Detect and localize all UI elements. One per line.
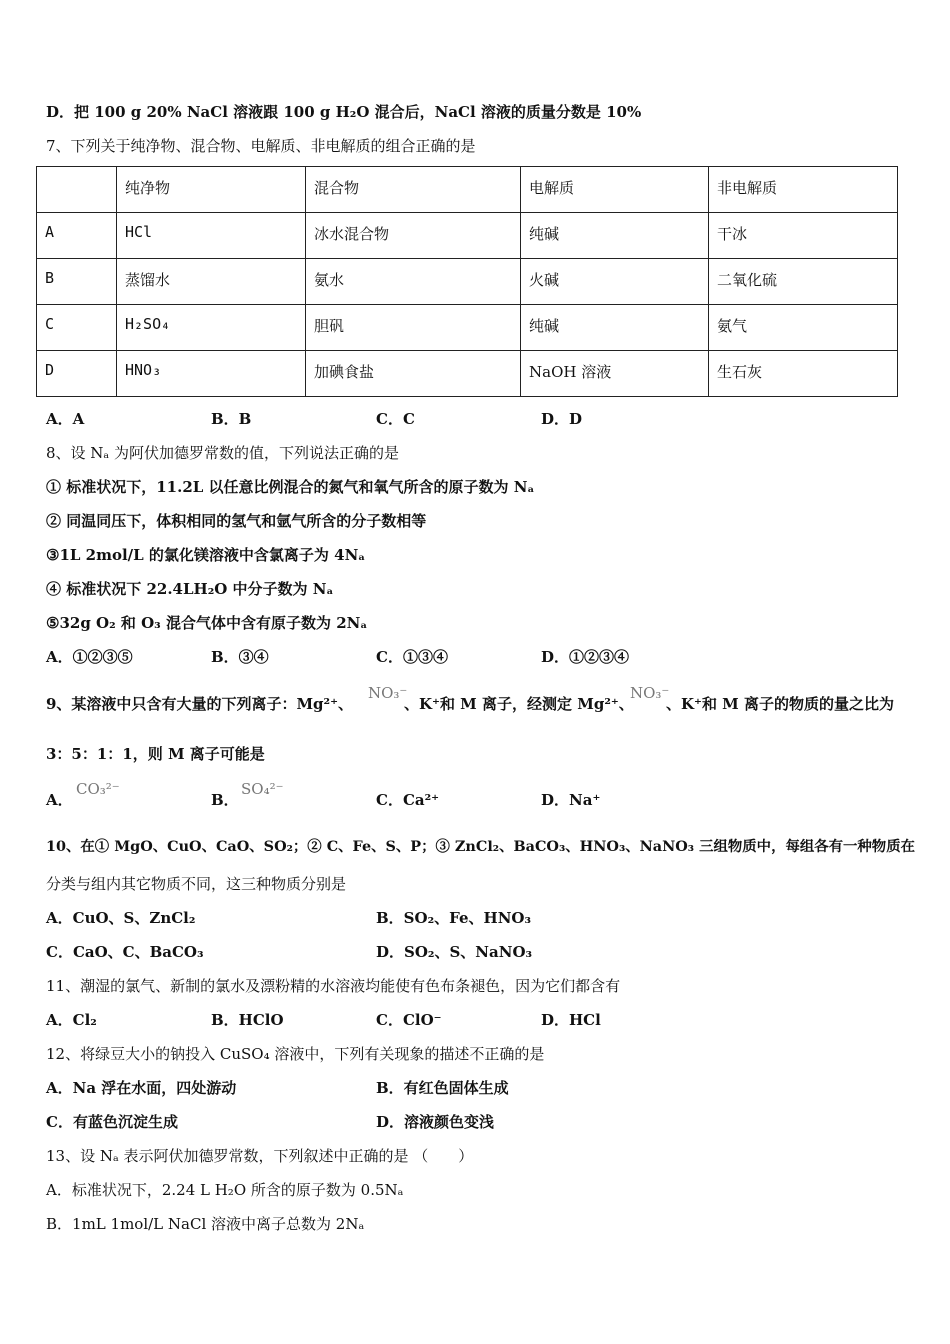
table-cell: A	[37, 213, 117, 259]
q12-option-a[interactable]: A．Na 浮在水面，四处游动	[46, 1079, 237, 1097]
q13-option-a[interactable]: A．标准状况下，2.24 L H₂O 所含的原子数为 0.5Nₐ	[46, 1181, 404, 1199]
q9-option-b[interactable]: B．	[211, 791, 239, 809]
q9-option-c[interactable]: C．Ca²⁺	[376, 791, 440, 809]
q9-option-d[interactable]: D．Na⁺	[541, 791, 601, 809]
q9-stem-part-c: 、K⁺和 M 离子的物质的量之比为	[666, 695, 895, 713]
table-row	[37, 351, 898, 397]
q8-option-b[interactable]: B．③④	[211, 648, 269, 666]
q11-option-c[interactable]: C．ClO⁻	[376, 1011, 442, 1029]
table-cell: 冰水混合物	[306, 213, 521, 259]
q13-stem: 13、设 Nₐ 表示阿伏加德罗常数，下列叙述中正确的是 （ ）	[46, 1147, 474, 1165]
q10-option-c[interactable]: C．CaO、C、BaCO₃	[46, 943, 204, 961]
q7-stem: 7、下列关于纯净物、混合物、电解质、非电解质的组合正确的是	[46, 137, 476, 155]
table-cell: 二氧化硫	[709, 259, 898, 305]
nitrate-ion-image: NO₃⁻	[630, 684, 670, 702]
q9-stem-part-b: 、K⁺和 M 离子，经测定 Mg²⁺、	[404, 695, 634, 713]
q7-option-c[interactable]: C．C	[376, 410, 415, 428]
table-cell: HCl	[117, 213, 306, 259]
table-cell: 氨气	[709, 305, 898, 351]
table-cell: B	[37, 259, 117, 305]
q10-stem-line-2: 分类与组内其它物质不同，这三种物质分别是	[46, 875, 347, 893]
table-header-cell: 纯净物	[117, 167, 306, 213]
q10-stem-line-1: 10、在① MgO、CuO、CaO、SO₂；② C、Fe、S、P；③ ZnCl₂、BaCO₃、HNO₃、NaNO₃ 三组物质中，每组各有一种物质在	[46, 838, 915, 855]
q11-option-a[interactable]: A．Cl₂	[46, 1011, 97, 1029]
q8-option-a[interactable]: A．①②③⑤	[46, 648, 133, 666]
table-header-cell: 混合物	[306, 167, 521, 213]
q8-statement-4: ④ 标准状况下 22.4LH₂O 中分子数为 Nₐ	[46, 580, 334, 598]
nitrate-ion-image: NO₃⁻	[368, 684, 408, 702]
table-cell: HNO₃	[117, 351, 306, 397]
table-row	[37, 213, 898, 259]
table-cell: H₂SO₄	[117, 305, 306, 351]
table-cell: D	[37, 351, 117, 397]
q7-option-a[interactable]: A．A	[46, 410, 85, 428]
q8-statement-2: ② 同温同压下，体积相同的氢气和氩气所含的分子数相等	[46, 512, 427, 530]
q8-statement-1: ① 标准状况下，11.2L 以任意比例混合的氮气和氧气所含的原子数为 Nₐ	[46, 478, 535, 496]
q11-option-d[interactable]: D．HCl	[541, 1011, 601, 1029]
table-cell: 加碘食盐	[306, 351, 521, 397]
q12-option-b[interactable]: B．有红色固体生成	[376, 1079, 509, 1097]
q9-stem-part-d: 3：5：1：1，则 M 离子可能是	[46, 745, 265, 763]
table-cell: C	[37, 305, 117, 351]
carbonate-ion-image: CO₃²⁻	[76, 780, 120, 798]
q10-option-d[interactable]: D．SO₂、S、NaNO₃	[376, 943, 533, 961]
table-cell: 氨水	[306, 259, 521, 305]
q13-option-b[interactable]: B．1mL 1mol/L NaCl 溶液中离子总数为 2Nₐ	[46, 1215, 365, 1233]
table-cell: 胆矾	[306, 305, 521, 351]
table-row	[37, 305, 898, 351]
q11-option-b[interactable]: B．HClO	[211, 1011, 284, 1029]
table-cell: 生石灰	[709, 351, 898, 397]
q6-option-d: D．把 100 g 20% NaCl 溶液跟 100 g H₂O 混合后，NaCl 溶液的质量分数是 10%	[46, 103, 642, 121]
table-cell: 纯碱	[521, 213, 709, 259]
q8-stem: 8、设 Nₐ 为阿伏加德罗常数的值，下列说法正确的是	[46, 444, 399, 462]
q8-statement-5: ⑤32g O₂ 和 O₃ 混合气体中含有原子数为 2Nₐ	[46, 614, 368, 632]
table-header-cell: 非电解质	[709, 167, 898, 213]
q11-stem: 11、潮湿的氯气、新制的氯水及漂粉精的水溶液均能使有色布条褪色，因为它们都含有	[46, 977, 621, 995]
q7-option-b[interactable]: B．B	[211, 410, 252, 428]
q12-stem: 12、将绿豆大小的钠投入 CuSO₄ 溶液中，下列有关现象的描述不正确的是	[46, 1045, 545, 1063]
q10-option-b[interactable]: B．SO₂、Fe、HNO₃	[376, 909, 532, 927]
q10-option-a[interactable]: A．CuO、S、ZnCl₂	[46, 909, 196, 927]
table-header-row	[37, 167, 898, 213]
q9-stem-part-a: 9、某溶液中只含有大量的下列离子：Mg²⁺、	[46, 695, 354, 713]
q9-option-a[interactable]: A．	[46, 791, 73, 809]
table-cell: 蒸馏水	[117, 259, 306, 305]
table-row	[37, 259, 898, 305]
q7-table	[36, 166, 898, 397]
q8-option-d[interactable]: D．①②③④	[541, 648, 630, 666]
q7-option-d[interactable]: D．D	[541, 410, 583, 428]
table-header-cell: 电解质	[521, 167, 709, 213]
table-header-cell	[37, 167, 117, 213]
table-cell: 纯碱	[521, 305, 709, 351]
table-cell: 干冰	[709, 213, 898, 259]
q12-option-c[interactable]: C．有蓝色沉淀生成	[46, 1113, 178, 1131]
q8-statement-3: ③1L 2mol/L 的氯化镁溶液中含氯离子为 4Nₐ	[46, 546, 366, 564]
q8-option-c[interactable]: C．①③④	[376, 648, 448, 666]
table-cell: NaOH 溶液	[521, 351, 709, 397]
q12-option-d[interactable]: D．溶液颜色变浅	[376, 1113, 495, 1131]
table-cell: 火碱	[521, 259, 709, 305]
sulfate-ion-image: SO₄²⁻	[241, 780, 284, 798]
